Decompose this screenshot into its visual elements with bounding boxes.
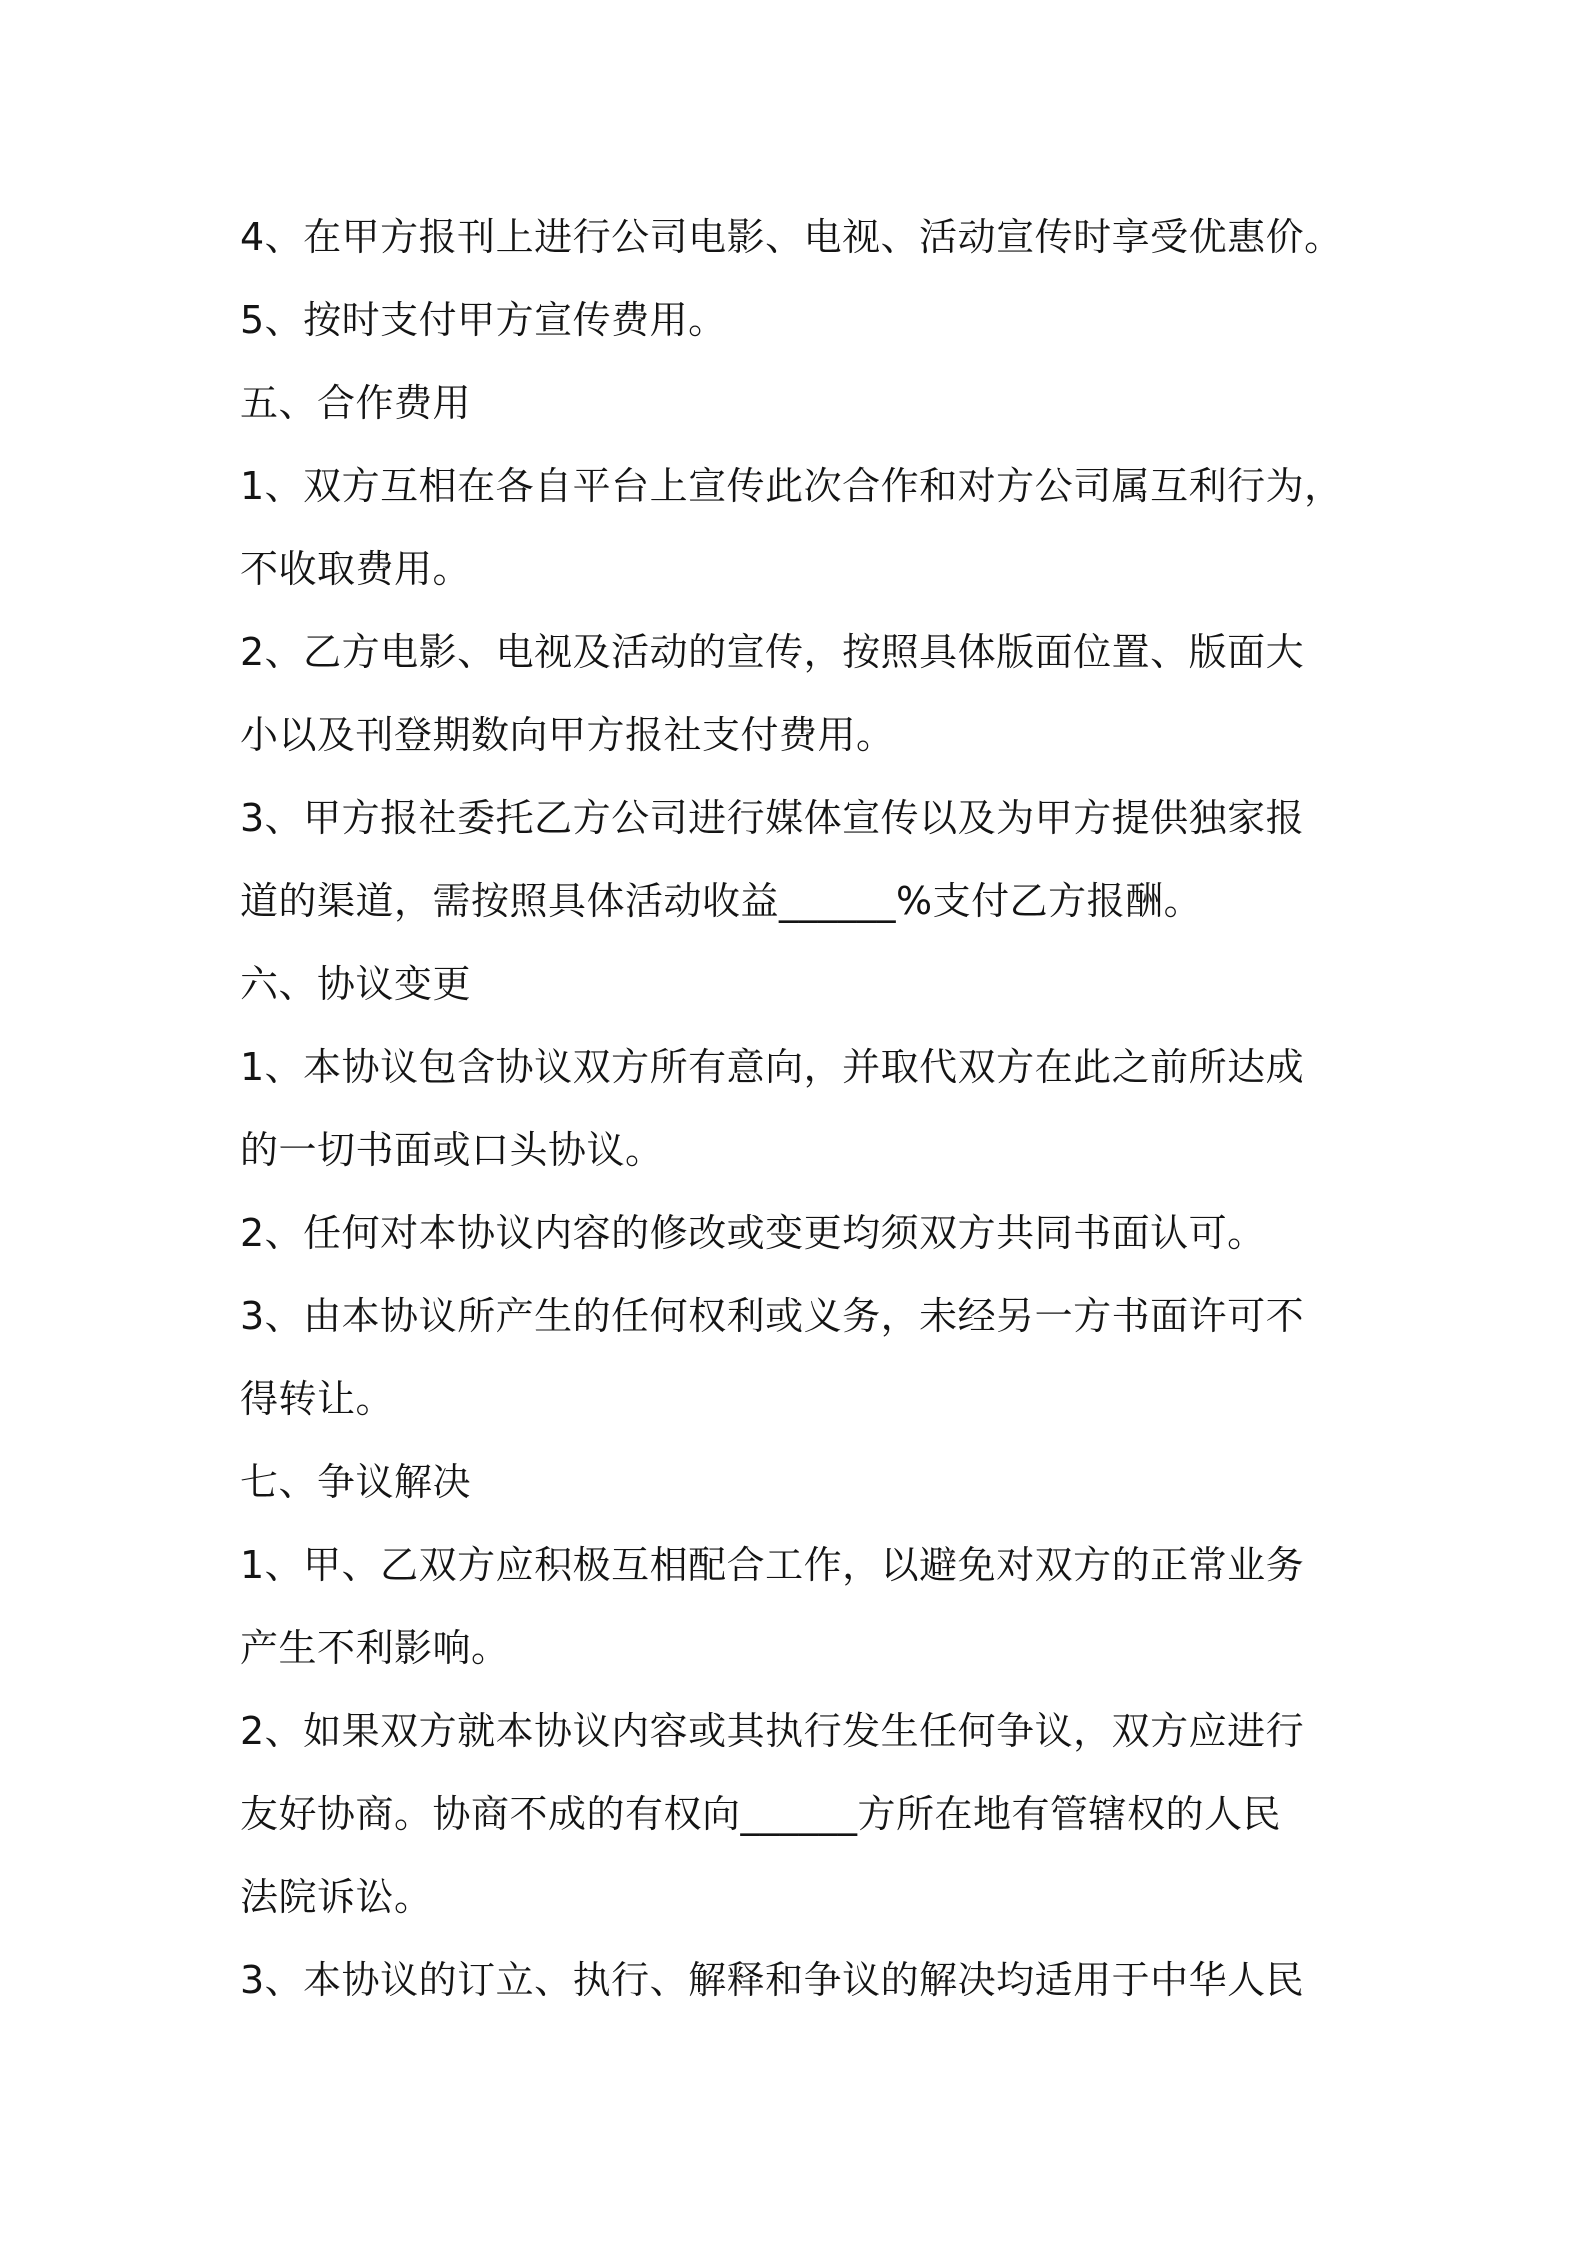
dispute-clause-3-line-1: 3、本协议的订立、执行、解释和争议的解决均适用于中华人民 (240, 1958, 1305, 2002)
fees-clause-3-line-1: 3、甲方报社委托乙方公司进行媒体宣传以及为甲方提供独家报 (240, 796, 1305, 840)
dispute-clause-1-line-1: 1、甲、乙双方应积极互相配合工作，以避免对双方的正常业务 (240, 1543, 1305, 1587)
fees-clause-2-line-1: 2、乙方电影、电视及活动的宣传，按照具体版面位置、版面大 (240, 630, 1305, 674)
fees-clause-3-line-2: 道的渠道，需按照具体活动收益______%支付乙方报酬。 (240, 879, 1203, 923)
dispute-clause-2-line-3: 法院诉讼。 (240, 1875, 433, 1919)
change-clause-2: 2、任何对本协议内容的修改或变更均须双方共同书面认可。 (240, 1211, 1266, 1255)
change-clause-1-line-1: 1、本协议包含协议双方所有意向，并取代双方在此之前所达成 (240, 1045, 1305, 1089)
section-heading-5: 五、合作费用 (240, 381, 472, 425)
fees-clause-1-line-1: 1、双方互相在各自平台上宣传此次合作和对方公司属互利行为， (240, 464, 1343, 508)
dispute-clause-2-line-2: 友好协商。协商不成的有权向______方所在地有管辖权的人民 (240, 1792, 1282, 1836)
fees-clause-1-line-2: 不收取费用。 (240, 547, 472, 591)
clause-5-obligation: 5、按时支付甲方宣传费用。 (240, 298, 727, 342)
fees-clause-2-line-2: 小以及刊登期数向甲方报社支付费用。 (240, 713, 895, 757)
dispute-clause-2-line-1: 2、如果双方就本协议内容或其执行发生任何争议，双方应进行 (240, 1709, 1305, 1753)
section-heading-7: 七、争议解决 (240, 1460, 472, 1504)
change-clause-1-line-2: 的一切书面或口头协议。 (240, 1128, 664, 1172)
change-clause-3-line-1: 3、由本协议所产生的任何权利或义务，未经另一方书面许可不 (240, 1294, 1305, 1338)
document-body (240, 196, 1370, 2022)
change-clause-3-line-2: 得转让。 (240, 1377, 395, 1421)
section-heading-6: 六、协议变更 (240, 962, 472, 1006)
clause-4-obligation: 4、在甲方报刊上进行公司电影、电视、活动宣传时享受优惠价。 (240, 215, 1343, 259)
dispute-clause-1-line-2: 产生不利影响。 (240, 1626, 510, 1670)
